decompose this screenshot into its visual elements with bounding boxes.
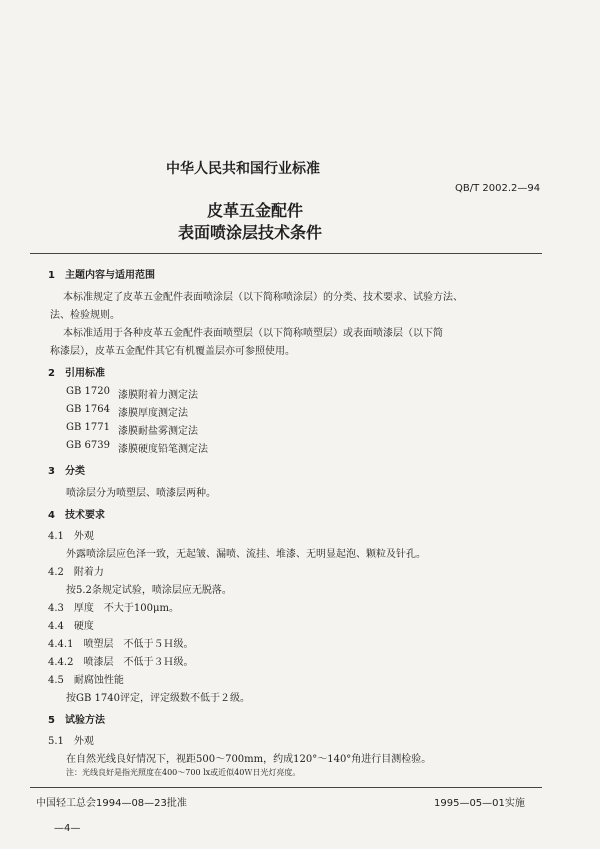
- standard-code: QB/T 2002.2—94: [455, 183, 541, 194]
- section-1-heading: 1 主题内容与适用范围: [48, 270, 155, 281]
- approval-date: 中国轻工总会1994—08—23批准: [36, 798, 187, 809]
- item-4-2-text: 按5.2条规定试验，喷涂层应无脱落。: [66, 585, 232, 596]
- ref-code: GB 1764: [66, 404, 110, 415]
- section-1-para-1-line-2: 法、检验规则。: [50, 310, 120, 321]
- effective-date: 1995—05—01实施: [434, 798, 525, 809]
- section-5-heading: 5 试验方法: [48, 715, 105, 726]
- standard-type: 中华人民共和国行业标准: [166, 161, 320, 177]
- item-4-4-2: 4.4.2 喷漆层 不低于３Ｈ级。: [48, 657, 194, 668]
- item-4-4: 4.4 硬度: [48, 621, 94, 632]
- header-rule: [30, 253, 542, 254]
- item-5-1-text: 在自然光线良好情况下，视距500～700mm，约成120°～140°角进行目测检验。: [66, 754, 432, 765]
- section-3-text: 喷涂层分为喷塑层、喷漆层两种。: [66, 488, 216, 499]
- ref-code: GB 1771: [66, 422, 110, 433]
- section-3-heading: 3 分类: [48, 466, 85, 477]
- title-line-2: 表面喷涂层技术条件: [178, 223, 323, 242]
- section-2-heading: 2 引用标准: [48, 368, 105, 379]
- page-number: —4—: [54, 823, 81, 834]
- section-4-heading: 4 技术要求: [48, 510, 105, 521]
- item-4-5: 4.5 耐腐蚀性能: [48, 675, 124, 686]
- section-1-para-2-line-2: 称漆层），皮革五金配件其它有机覆盖层亦可参照使用。: [50, 346, 295, 357]
- item-4-4-1: 4.4.1 喷塑层 不低于５Ｈ级。: [48, 639, 194, 650]
- section-1-para-2-line-1: 本标准适用于各种皮革五金配件表面喷塑层（以下简称喷塑层）或表面喷漆层（以下简: [63, 328, 443, 339]
- item-4-5-text: 按GB 1740评定，评定级数不低于２级。: [66, 693, 250, 704]
- item-4-1: 4.1 外观: [48, 531, 94, 542]
- ref-title: 漆膜耐盐雾测定法: [118, 426, 198, 437]
- title-line-1: 皮革五金配件: [207, 201, 304, 220]
- ref-title: 漆膜硬度铅笔测定法: [118, 444, 208, 455]
- ref-code: GB 6739: [66, 440, 110, 451]
- ref-title: 漆膜厚度测定法: [118, 408, 188, 419]
- item-5-1-note: 注：光线良好是指光照度在400～700 lx或近似40Ｗ日光灯亮度。: [66, 768, 301, 777]
- ref-code: GB 1720: [66, 386, 110, 397]
- item-4-3: 4.3 厚度 不大于100μm。: [48, 603, 179, 614]
- footer-rule: [30, 787, 542, 788]
- item-4-1-text: 外露喷涂层应色泽一致，无起皱、漏喷、流挂、堆漆、无明显起泡、颗粒及针孔。: [66, 549, 426, 560]
- item-5-1: 5.1 外观: [48, 736, 94, 747]
- item-4-2: 4.2 附着力: [48, 567, 104, 578]
- ref-title: 漆膜附着力测定法: [118, 390, 198, 401]
- section-1-para-1-line-1: 本标准规定了皮革五金配件表面喷涂层（以下简称喷涂层）的分类、技术要求、试验方法、: [63, 292, 463, 303]
